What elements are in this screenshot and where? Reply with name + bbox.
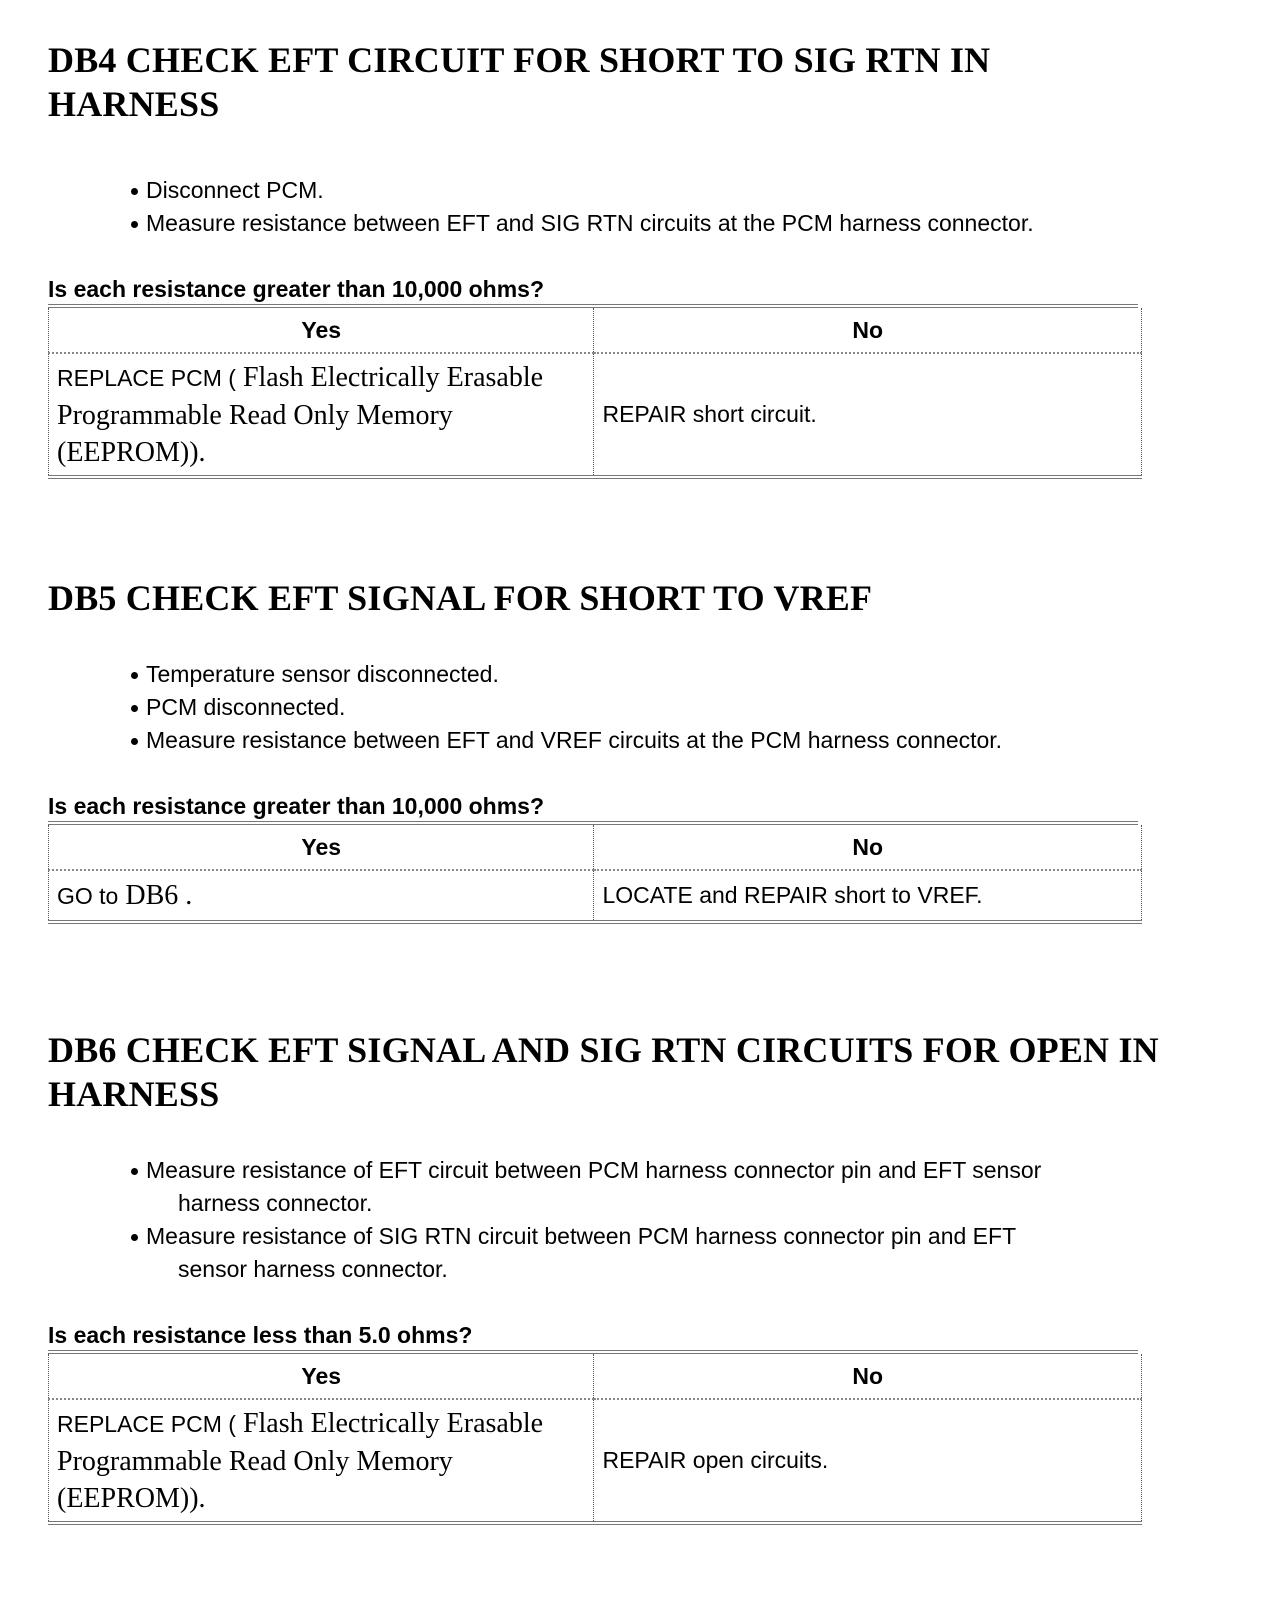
step-line: Measure resistance of EFT circuit between PCM harness connector pin and EFT sensor (146, 1157, 1042, 1183)
table-header-row (49, 825, 1142, 870)
yes-prefix: REPLACE PCM ( (57, 1410, 236, 1437)
yes-prefix: GO to (57, 883, 119, 909)
step-item: Disconnect PCM. (130, 174, 1258, 207)
step-list (48, 658, 1258, 757)
yes-action (57, 362, 543, 468)
step-item (130, 1154, 1258, 1220)
table-header-row (49, 1354, 1142, 1399)
yes-rest: DB6 . (118, 880, 193, 911)
yes-cell (49, 1399, 594, 1523)
yes-rest: Flash Electrically Erasable Programmable Read Only Memory (EEPROM)). (57, 361, 544, 468)
yes-header: Yes (49, 308, 594, 353)
section-db4 (48, 38, 1258, 479)
table-row (49, 1399, 1142, 1523)
step-line-continued: harness connector. (178, 1190, 373, 1216)
question: Is each resistance greater than 10,000 ohms? (48, 793, 1138, 825)
section-db6 (48, 1028, 1258, 1525)
section-heading: DB6 CHECK EFT SIGNAL AND SIG RTN CIRCUITS FOR OPEN IN HARNESS (48, 1030, 1159, 1114)
table-header-row (49, 308, 1142, 353)
step-item (130, 1220, 1258, 1286)
question: Is each resistance greater than 10,000 ohms? (48, 276, 1138, 308)
question: Is each resistance less than 5.0 ohms? (48, 1322, 1138, 1354)
table-row (49, 353, 1142, 477)
step-list (48, 174, 1258, 240)
yes-header: Yes (49, 1354, 594, 1399)
no-cell: REPAIR short circuit. (594, 353, 1142, 477)
no-header: No (594, 825, 1142, 870)
yes-cell (49, 353, 594, 477)
step-item: Measure resistance between EFT and SIG RTN circuits at the PCM harness connector. (130, 207, 1258, 240)
step-item: PCM disconnected. (130, 691, 1258, 724)
section-heading: DB4 CHECK EFT CIRCUIT FOR SHORT TO SIG RTN IN HARNESS (48, 40, 991, 124)
yes-header: Yes (49, 825, 594, 870)
step-item: Temperature sensor disconnected. (130, 658, 1258, 691)
yes-action (57, 1408, 543, 1514)
section-heading: DB5 CHECK EFT SIGNAL FOR SHORT TO VREF (48, 578, 873, 618)
no-cell: LOCATE and REPAIR short to VREF. (594, 870, 1142, 922)
step-item: Measure resistance between EFT and VREF circuits at the PCM harness connector. (130, 724, 1258, 757)
result-table (48, 1354, 1142, 1525)
result-table (48, 825, 1142, 924)
yes-rest: Flash Electrically Erasable Programmable Read Only Memory (EEPROM)). (57, 1407, 544, 1514)
no-header: No (594, 1354, 1142, 1399)
no-header: No (594, 308, 1142, 353)
no-cell: REPAIR open circuits. (594, 1399, 1142, 1523)
yes-prefix: REPLACE PCM ( (57, 364, 236, 391)
result-table (48, 308, 1142, 479)
table-row (49, 870, 1142, 922)
step-list (48, 1154, 1258, 1286)
step-line-continued: sensor harness connector. (178, 1256, 448, 1282)
step-line: Measure resistance of SIG RTN circuit between PCM harness connector pin and EFT (146, 1223, 1017, 1249)
yes-cell (49, 870, 594, 922)
section-db5 (48, 576, 1258, 924)
